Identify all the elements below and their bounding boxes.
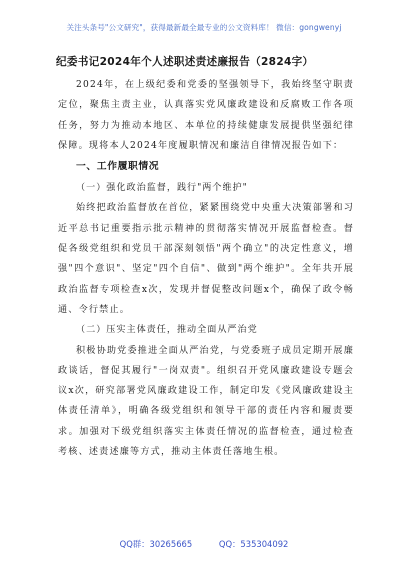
document-title: 纪委书记2024年个人述职述责述廉报告（2824字）: [56, 56, 314, 68]
document-body: [58, 54, 354, 462]
subheading-main-responsibility: （二）压实主体责任，推动全面从严治党: [76, 325, 258, 336]
promo-banner: 关注头条号"公文研究"，获得最新最全最专业的公文资料库！ 微信：gongwenyj: [66, 23, 342, 32]
subheading-political-supervision: （一）强化政治监督，践行"两个维护": [76, 183, 248, 194]
paragraph-main-responsibility: 积极协助党委推进全面从严治党，与党委班子成员定期开展廉政谈话，督促其履行"一岗双责"。组织召开党风廉政建设专题会议x次，研究部署党风廉政建设工作，制定印发《党风廉政建设主体责任清单》，明确各级党组织和领导干部的责任内容和履责要求。加强对下级党组织落实主体责任情况的监督检查，通过检查考核、述责述廉等方式，推动主体责任落地生根。: [58, 345, 354, 458]
qq-group-number: QQ群：30265665: [119, 539, 193, 549]
intro-paragraph: 2024年，在上级纪委和党委的坚强领导下，我始终坚守职责定位，聚焦主责主业，认真落实党风廉政建设和反腐败工作各项任务，努力为推动本地区、本单位的持续健康发展提供坚强纪律保障。现将本人2024年度履职情况和廉洁自律情况报告如下：: [58, 80, 354, 151]
contact-footer: [0, 538, 408, 550]
paragraph-political-supervision: 始终把政治监督放在首位，紧紧围绕党中央重大决策部署和习近平总书记重要指示批示精神的贯彻落实情况开展监督检查。督促各级党组织和党员干部深刻领悟"两个确立"的决定性意义，增强"四个意识"、坚定"四个自信"、做到"两个维护"。全年共开展政治监督专项检查x次，发现并督促整改问题x个，确保了政令畅通、令行禁止。: [58, 203, 354, 315]
section-heading-work-performance: 一、工作履职情况: [76, 161, 160, 173]
qq-number: QQ：535304092: [218, 539, 289, 549]
